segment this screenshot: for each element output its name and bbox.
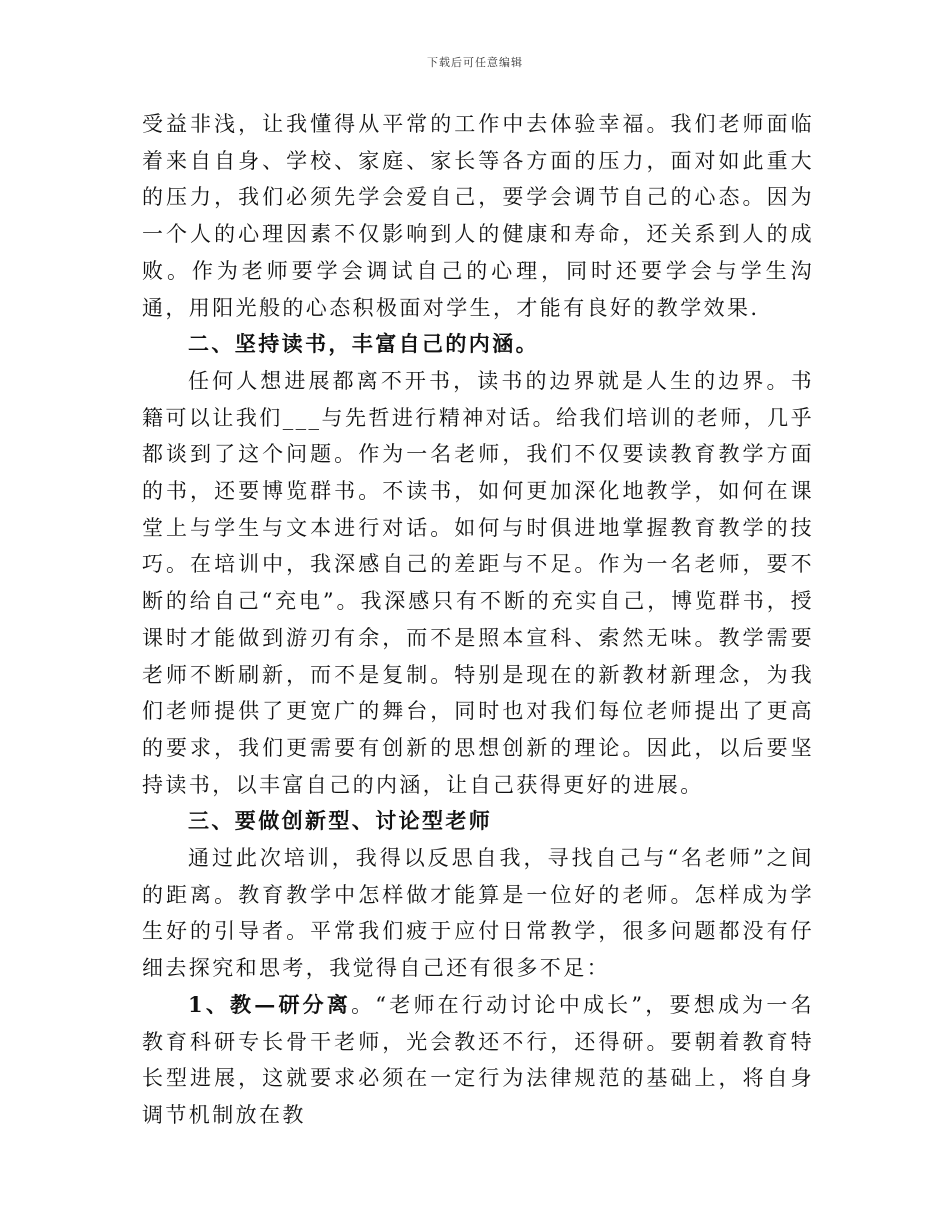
document-body: [142, 106, 814, 1134]
paragraph-4-rest: 。“老师在行动讨论中成长”，要想成为一名教育科研专长骨干老师，光会教还不行，还得研。要朝着教育特长型进展，这就要求必须在一定行为法律规范的基础上，将自身调节机制放在教: [142, 992, 814, 1127]
section-heading-3: 三、要做创新型、讨论型老师: [188, 808, 493, 834]
paragraph-4: [142, 987, 814, 1134]
paragraph-1: 受益非浅，让我懂得从平常的工作中去体验幸福。我们老师面临着来自自身、学校、家庭、家长等各方面的压力，面对如此重大的压力，我们必须先学会爱自己，要学会调节自己的心态。因为一个人的心理因素不仅影响到人的健康和寿命，还关系到人的成败。作为老师要学会调试自己的心理，同时还要学会与学生沟通，用阳光般的心态积极面对学生，才能有良好的教学效果.: [142, 112, 814, 320]
header-note: 下载后可任意编辑: [427, 56, 523, 69]
paragraph-4-lead: 1、教—研分离: [188, 991, 352, 1017]
paragraph-2: 任何人想进展都离不开书，读书的边界就是人生的边界。书籍可以让我们___与先哲进行精神对话。给我们培训的老师，几乎都谈到了这个问题。作为一名老师，我们不仅要读教育教学方面的书，还要博览群书。不读书，如何更加深化地教学，如何在课堂上与学生与文本进行对话。如何与时俱进地掌握教育教学的技巧。在培训中，我深感自己的差距与不足。作为一名老师，要不断的给自己“充电”。我深感只有不断的充实自己，博览群书，授课时才能做到游刃有余，而不是照本宣科、索然无味。教学需要老师不断刷新，而不是复制。特别是现在的新教材新理念，为我们老师提供了更宽广的舞台，同时也对我们每位老师提出了更高的要求，我们更需要有创新的思想创新的理论。因此，以后要坚持读书，以丰富自己的内涵，让自己获得更好的进展。: [142, 368, 814, 797]
paragraph-3: 通过此次培训，我得以反思自我，寻找自己与“名老师”之间的距离。教育教学中怎样做才能算是一位好的老师。怎样成为学生好的引导者。平常我们疲于应付日常教学，很多问题都没有仔细去探究和思考，我觉得自己还有很多不足：: [142, 846, 814, 981]
section-heading-2: 二、坚持读书，丰富自己的内涵。: [188, 331, 539, 357]
